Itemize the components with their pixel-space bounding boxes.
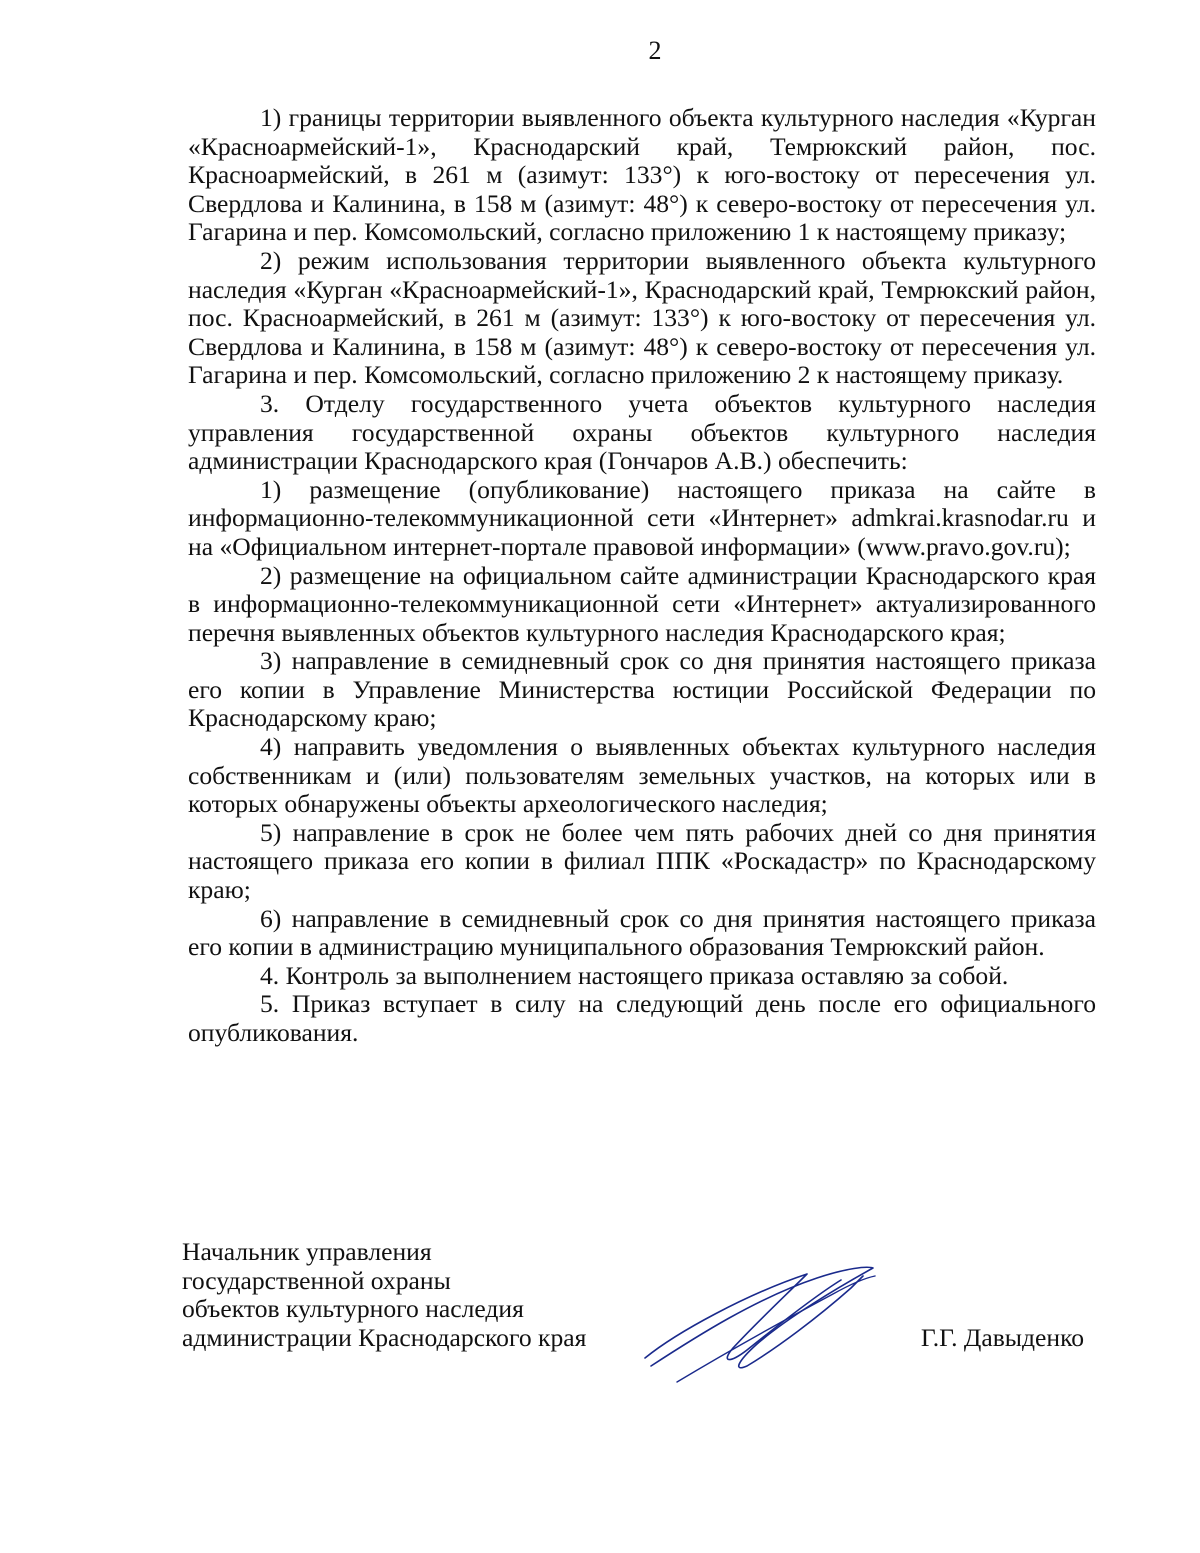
paragraph-item-3-4-notifications: 4) направить уведомления о выявленных объектах культурного наследия собственникам и (или) пользователям земельных участков, на которых или в которых обнаружены объекты археологического наследия; — [188, 732, 1096, 819]
page-number: 2 — [648, 36, 662, 65]
signatory-title-line: администрации Краснодарского края — [182, 1322, 587, 1352]
signatory-title — [182, 1238, 586, 1352]
handwritten-signature — [637, 1248, 897, 1388]
paragraph-section-3-intro: 3. Отделу государственного учета объектов культурного наследия управления государственной охраны объектов культурного наследия администрации Краснодарского края (Гончаров А.В.) обеспечить: — [188, 388, 1096, 476]
paragraph-item-2-usage-regime: 2) режим использования территории выявленного объекта культурного наследия «Курган «Красноармейский-1», Краснодарский край, Темрюкский район, пос. Красноармейский, в 261 м (азимут: 133°) к юго-востоку от пересечения ул. Свердлова и Калинина, в 158 м (азимут: 48°) к северо-востоку от пересечения ул. Гагарина и пер. Комсомольский, согласно приложению 2 к настоящему приказу. — [188, 245, 1096, 390]
paragraph-item-3-6-municipality: 6) направление в семидневный срок со дня принятия настоящего приказа его копии в администрацию муниципального образования Темрюкский район. — [188, 903, 1096, 962]
paragraph-item-3-3-ministry-copy: 3) направление в семидневный срок со дня принятия настоящего приказа его копии в Управление Министерства юстиции Российской Федерации по Краснодарскому краю; — [188, 646, 1096, 733]
signature-block — [182, 1238, 1092, 1398]
signatory-title-line: объектов культурного наследия — [182, 1294, 524, 1324]
signatory-name: Г.Г. Давыденко — [920, 1323, 1084, 1352]
signatory-title-line: государственной охраны — [182, 1265, 451, 1295]
paragraph-section-5-effect: 5. Приказ вступает в силу на следующий день после его официального опубликования. — [188, 989, 1096, 1047]
paragraph-item-3-2-official-site: 2) размещение на официальном сайте администрации Краснодарского края в информационно-телекоммуникационной сети «Интернет» актуализированного перечня выявленных объектов культурного наследия Краснодарского края; — [188, 560, 1096, 647]
paragraph-item-3-5-roskadastr: 5) направление в срок не более чем пять рабочих дней со дня принятия настоящего приказа его копии в филиал ППК «Роскадастр» по Краснодарскому краю; — [188, 817, 1096, 905]
paragraph-section-4-control: 4. Контроль за выполнением настоящего приказа оставляю за собой. — [260, 960, 1009, 990]
signatory-title-line: Начальник управления — [182, 1237, 432, 1266]
document-body — [188, 104, 1096, 1048]
paragraph-item-3-1-publication: 1) размещение (опубликование) настоящего приказа на сайте в информационно-телекоммуникационной сети «Интернет» admkrai.krasnodar.ru и на «Официальном интернет-портале правовой информации» (www.pravo.gov.ru); — [188, 474, 1096, 561]
paragraph-item-1-borders: 1) границы территории выявленного объекта культурного наследия «Курган «Красноармейский-1», Краснодарский край, Темрюкский район, пос. Красноармейский, в 261 м (азимут: 133°) к юго-востоку от пересечения ул. Свердлова и Калинина, в 158 м (азимут: 48°) к северо-востоку от пересечения ул. Гагарина и пер. Комсомольский, согласно приложению 1 к настоящему приказу; — [188, 103, 1096, 247]
